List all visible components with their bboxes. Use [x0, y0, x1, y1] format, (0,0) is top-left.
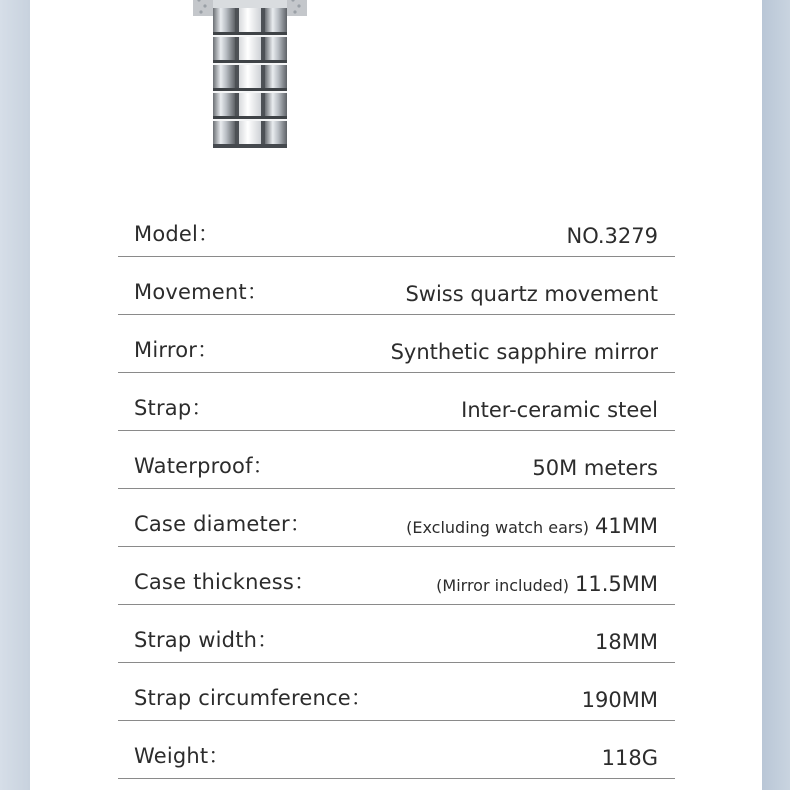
spec-value	[532, 456, 658, 480]
spec-card	[30, 0, 762, 790]
spec-row-model	[118, 197, 675, 257]
spec-value	[602, 746, 658, 770]
spec-value-text: 118G	[601, 746, 658, 770]
spec-note: (Excluding watch ears)	[406, 518, 590, 537]
spec-table	[118, 197, 675, 779]
spec-value	[405, 282, 658, 306]
spec-note: (Mirror included)	[436, 576, 569, 595]
spec-row-case-diameter	[118, 489, 675, 547]
spec-label: Mirror：	[134, 338, 219, 362]
spec-value-text: 41MM	[595, 514, 658, 538]
spec-value	[461, 398, 658, 422]
spec-label: Strap circumference：	[134, 686, 373, 710]
spec-value-text: 18MM	[595, 630, 658, 654]
spec-label: Model：	[134, 222, 220, 246]
spec-row-case-thickness	[118, 547, 675, 605]
spec-row-weight	[118, 721, 675, 779]
spec-label: Case thickness：	[134, 570, 316, 594]
spec-value-text: 11.5MM	[575, 572, 658, 596]
spec-label: Strap width：	[134, 628, 279, 652]
spec-value-text: 50M meters	[532, 456, 658, 480]
spec-label: Strap：	[134, 396, 213, 420]
spec-row-movement	[118, 257, 675, 315]
spec-value-text: 190MM	[581, 688, 658, 712]
spec-value	[566, 224, 658, 248]
spec-value	[436, 572, 658, 596]
spec-row-strap-width	[118, 605, 675, 663]
spec-value	[582, 688, 658, 712]
left-border	[0, 0, 30, 790]
spec-row-waterproof	[118, 431, 675, 489]
spec-value-text: Swiss quartz movement	[405, 282, 658, 306]
right-border	[762, 0, 790, 790]
spec-value-text: NO.3279	[566, 224, 658, 248]
spec-row-mirror	[118, 315, 675, 373]
spec-label: Weight：	[134, 744, 230, 768]
spec-label: Case diameter：	[134, 512, 312, 536]
spec-value	[595, 630, 658, 654]
spec-value	[406, 514, 658, 538]
watch-bracelet-image	[175, 0, 325, 154]
spec-value-text: Inter-ceramic steel	[461, 398, 658, 422]
spec-row-strap-circumference	[118, 663, 675, 721]
spec-label: Waterproof：	[134, 454, 274, 478]
spec-row-strap	[118, 373, 675, 431]
spec-value	[391, 340, 658, 364]
spec-value-text: Synthetic sapphire mirror	[390, 340, 658, 364]
spec-label: Movement：	[134, 280, 269, 304]
